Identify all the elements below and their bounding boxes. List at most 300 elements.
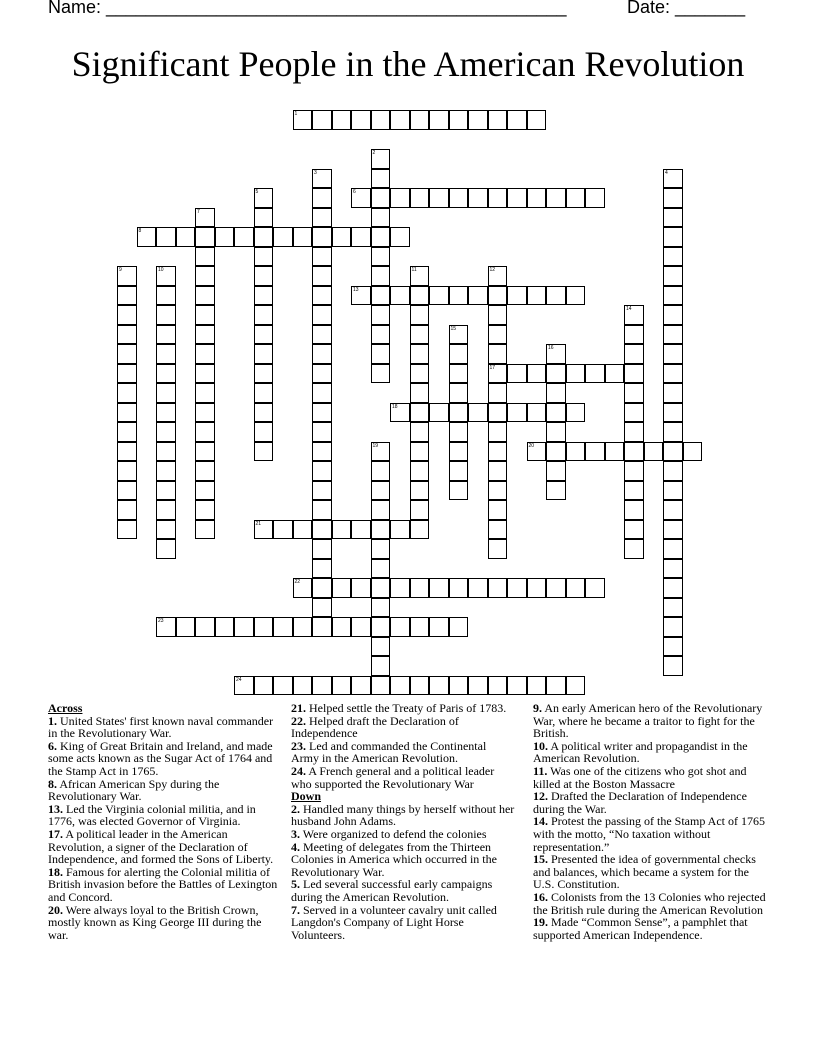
grid-cell[interactable] [117,481,137,501]
grid-cell[interactable] [663,403,683,423]
grid-cell[interactable] [254,325,274,345]
grid-cell[interactable] [566,286,586,306]
grid-cell[interactable] [156,383,176,403]
grid-cell[interactable] [156,403,176,423]
grid-cell[interactable] [117,500,137,520]
grid-cell[interactable] [351,676,371,696]
grid-cell[interactable] [371,598,391,618]
grid-cell[interactable] [663,383,683,403]
grid-cell[interactable] [176,617,196,637]
grid-cell[interactable] [293,676,313,696]
grid-cell[interactable] [371,578,391,598]
grid-cell[interactable] [117,403,137,423]
grid-cell[interactable] [566,403,586,423]
grid-cell[interactable] [488,188,508,208]
grid-cell[interactable] [488,305,508,325]
grid-cell[interactable] [546,383,566,403]
grid-cell[interactable] [371,188,391,208]
grid-cell[interactable] [117,461,137,481]
grid-cell[interactable] [371,520,391,540]
grid-cell[interactable] [468,110,488,130]
grid-cell[interactable] [449,578,469,598]
grid-cell[interactable] [312,578,332,598]
grid-cell[interactable] [254,442,274,462]
grid-cell[interactable] [527,188,547,208]
grid-cell[interactable] [546,286,566,306]
grid-cell[interactable] [215,617,235,637]
grid-cell[interactable] [429,403,449,423]
grid-cell[interactable] [371,461,391,481]
grid-cell[interactable] [156,617,176,637]
grid-cell[interactable] [371,149,391,169]
grid-cell[interactable] [390,227,410,247]
grid-cell[interactable] [156,305,176,325]
grid-cell[interactable] [332,617,352,637]
grid-cell[interactable] [449,110,469,130]
grid-cell[interactable] [293,578,313,598]
grid-cell[interactable] [156,461,176,481]
grid-cell[interactable] [371,110,391,130]
grid-cell[interactable] [410,403,430,423]
grid-cell[interactable] [507,676,527,696]
grid-cell[interactable] [624,481,644,501]
grid-cell[interactable] [156,266,176,286]
grid-cell[interactable] [293,110,313,130]
grid-cell[interactable] [254,344,274,364]
grid-cell[interactable] [156,422,176,442]
grid-cell[interactable] [663,188,683,208]
grid-cell[interactable] [371,169,391,189]
grid-cell[interactable] [663,500,683,520]
grid-cell[interactable] [254,520,274,540]
grid-cell[interactable] [507,188,527,208]
grid-cell[interactable] [624,461,644,481]
grid-cell[interactable] [273,520,293,540]
grid-cell[interactable] [488,442,508,462]
grid-cell[interactable] [449,383,469,403]
grid-cell[interactable] [410,520,430,540]
grid-cell[interactable] [624,422,644,442]
grid-cell[interactable] [624,344,644,364]
grid-cell[interactable] [624,520,644,540]
grid-cell[interactable] [546,364,566,384]
grid-cell[interactable] [312,676,332,696]
grid-cell[interactable] [605,364,625,384]
grid-cell[interactable] [468,676,488,696]
grid-cell[interactable] [410,364,430,384]
grid-cell[interactable] [527,403,547,423]
grid-cell[interactable] [312,403,332,423]
grid-cell[interactable] [488,539,508,559]
grid-cell[interactable] [254,403,274,423]
grid-cell[interactable] [254,422,274,442]
grid-cell[interactable] [663,656,683,676]
grid-cell[interactable] [195,286,215,306]
grid-cell[interactable] [312,422,332,442]
grid-cell[interactable] [234,676,254,696]
grid-cell[interactable] [312,344,332,364]
grid-cell[interactable] [312,442,332,462]
grid-cell[interactable] [663,598,683,618]
grid-cell[interactable] [527,676,547,696]
grid-cell[interactable] [410,617,430,637]
grid-cell[interactable] [117,344,137,364]
grid-cell[interactable] [312,617,332,637]
grid-cell[interactable] [429,676,449,696]
grid-cell[interactable] [332,110,352,130]
grid-cell[interactable] [312,481,332,501]
grid-cell[interactable] [117,286,137,306]
grid-cell[interactable] [195,227,215,247]
grid-cell[interactable] [624,442,644,462]
grid-cell[interactable] [624,500,644,520]
grid-cell[interactable] [254,305,274,325]
grid-cell[interactable] [488,325,508,345]
grid-cell[interactable] [156,442,176,462]
grid-cell[interactable] [468,403,488,423]
grid-cell[interactable] [449,676,469,696]
grid-cell[interactable] [488,461,508,481]
grid-cell[interactable] [449,422,469,442]
grid-cell[interactable] [410,286,430,306]
grid-cell[interactable] [371,559,391,579]
grid-cell[interactable] [371,247,391,267]
grid-cell[interactable] [254,188,274,208]
grid-cell[interactable] [488,422,508,442]
grid-cell[interactable] [429,617,449,637]
grid-cell[interactable] [312,598,332,618]
grid-cell[interactable] [312,110,332,130]
grid-cell[interactable] [234,617,254,637]
grid-cell[interactable] [488,383,508,403]
grid-cell[interactable] [449,344,469,364]
grid-cell[interactable] [390,403,410,423]
grid-cell[interactable] [156,286,176,306]
grid-cell[interactable] [254,266,274,286]
grid-cell[interactable] [390,617,410,637]
grid-cell[interactable] [117,266,137,286]
grid-cell[interactable] [644,442,664,462]
grid-cell[interactable] [546,578,566,598]
grid-cell[interactable] [371,500,391,520]
grid-cell[interactable] [312,500,332,520]
grid-cell[interactable] [488,344,508,364]
grid-cell[interactable] [527,442,547,462]
grid-cell[interactable] [312,461,332,481]
grid-cell[interactable] [351,110,371,130]
grid-cell[interactable] [663,266,683,286]
grid-cell[interactable] [449,188,469,208]
grid-cell[interactable] [371,539,391,559]
grid-cell[interactable] [117,305,137,325]
grid-cell[interactable] [351,227,371,247]
grid-cell[interactable] [156,539,176,559]
grid-cell[interactable] [156,520,176,540]
grid-cell[interactable] [273,676,293,696]
grid-cell[interactable] [195,500,215,520]
grid-cell[interactable] [663,617,683,637]
grid-cell[interactable] [312,169,332,189]
grid-cell[interactable] [410,676,430,696]
grid-cell[interactable] [254,676,274,696]
grid-cell[interactable] [488,520,508,540]
grid-cell[interactable] [312,383,332,403]
grid-cell[interactable] [293,617,313,637]
grid-cell[interactable] [663,364,683,384]
grid-cell[interactable] [312,539,332,559]
grid-cell[interactable] [254,208,274,228]
grid-cell[interactable] [351,286,371,306]
grid-cell[interactable] [410,344,430,364]
grid-cell[interactable] [254,364,274,384]
grid-cell[interactable] [624,364,644,384]
grid-cell[interactable] [195,266,215,286]
grid-cell[interactable] [254,227,274,247]
grid-cell[interactable] [117,383,137,403]
grid-cell[interactable] [488,578,508,598]
grid-cell[interactable] [663,344,683,364]
grid-cell[interactable] [585,364,605,384]
grid-cell[interactable] [546,422,566,442]
grid-cell[interactable] [195,461,215,481]
grid-cell[interactable] [566,442,586,462]
grid-cell[interactable] [195,247,215,267]
grid-cell[interactable] [371,364,391,384]
grid-cell[interactable] [332,676,352,696]
grid-cell[interactable] [195,422,215,442]
grid-cell[interactable] [507,110,527,130]
grid-cell[interactable] [585,578,605,598]
grid-cell[interactable] [312,208,332,228]
grid-cell[interactable] [410,266,430,286]
grid-cell[interactable] [546,481,566,501]
grid-cell[interactable] [566,578,586,598]
grid-cell[interactable] [390,520,410,540]
grid-cell[interactable] [293,520,313,540]
grid-cell[interactable] [624,383,644,403]
grid-cell[interactable] [410,422,430,442]
grid-cell[interactable] [195,617,215,637]
grid-cell[interactable] [527,110,547,130]
grid-cell[interactable] [371,208,391,228]
grid-cell[interactable] [488,110,508,130]
grid-cell[interactable] [371,637,391,657]
grid-cell[interactable] [449,364,469,384]
grid-cell[interactable] [117,325,137,345]
grid-cell[interactable] [410,442,430,462]
grid-cell[interactable] [312,325,332,345]
grid-cell[interactable] [488,500,508,520]
grid-cell[interactable] [312,266,332,286]
grid-cell[interactable] [195,305,215,325]
grid-cell[interactable] [449,442,469,462]
grid-cell[interactable] [663,539,683,559]
grid-cell[interactable] [254,383,274,403]
grid-cell[interactable] [390,286,410,306]
grid-cell[interactable] [371,266,391,286]
grid-cell[interactable] [312,305,332,325]
grid-cell[interactable] [156,325,176,345]
grid-cell[interactable] [507,578,527,598]
grid-cell[interactable] [663,559,683,579]
grid-cell[interactable] [332,520,352,540]
grid-cell[interactable] [663,637,683,657]
grid-cell[interactable] [663,442,683,462]
grid-cell[interactable] [371,442,391,462]
grid-cell[interactable] [234,227,254,247]
grid-cell[interactable] [371,286,391,306]
grid-cell[interactable] [663,461,683,481]
grid-cell[interactable] [663,286,683,306]
grid-cell[interactable] [195,344,215,364]
grid-cell[interactable] [410,461,430,481]
grid-cell[interactable] [195,208,215,228]
grid-cell[interactable] [468,578,488,598]
grid-cell[interactable] [410,305,430,325]
grid-cell[interactable] [195,520,215,540]
grid-cell[interactable] [312,188,332,208]
grid-cell[interactable] [410,481,430,501]
grid-cell[interactable] [371,617,391,637]
grid-cell[interactable] [546,461,566,481]
grid-cell[interactable] [312,364,332,384]
grid-cell[interactable] [312,227,332,247]
grid-cell[interactable] [351,617,371,637]
grid-cell[interactable] [527,364,547,384]
grid-cell[interactable] [429,110,449,130]
grid-cell[interactable] [663,227,683,247]
grid-cell[interactable] [624,305,644,325]
grid-cell[interactable] [254,617,274,637]
grid-cell[interactable] [351,188,371,208]
grid-cell[interactable] [137,227,157,247]
grid-cell[interactable] [449,325,469,345]
grid-cell[interactable] [449,403,469,423]
grid-cell[interactable] [293,227,313,247]
grid-cell[interactable] [663,325,683,345]
grid-cell[interactable] [585,188,605,208]
grid-cell[interactable] [176,227,196,247]
grid-cell[interactable] [663,520,683,540]
grid-cell[interactable] [449,481,469,501]
grid-cell[interactable] [449,617,469,637]
grid-cell[interactable] [332,227,352,247]
grid-cell[interactable] [371,656,391,676]
grid-cell[interactable] [195,325,215,345]
grid-cell[interactable] [156,344,176,364]
grid-cell[interactable] [117,442,137,462]
grid-cell[interactable] [468,188,488,208]
grid-cell[interactable] [663,208,683,228]
grid-cell[interactable] [273,227,293,247]
grid-cell[interactable] [156,500,176,520]
grid-cell[interactable] [449,286,469,306]
grid-cell[interactable] [410,500,430,520]
grid-cell[interactable] [390,188,410,208]
grid-cell[interactable] [546,188,566,208]
grid-cell[interactable] [312,247,332,267]
grid-cell[interactable] [468,286,488,306]
grid-cell[interactable] [546,442,566,462]
grid-cell[interactable] [507,403,527,423]
grid-cell[interactable] [663,481,683,501]
grid-cell[interactable] [117,520,137,540]
grid-cell[interactable] [371,325,391,345]
grid-cell[interactable] [215,227,235,247]
grid-cell[interactable] [663,578,683,598]
grid-cell[interactable] [156,481,176,501]
grid-cell[interactable] [663,305,683,325]
grid-cell[interactable] [312,520,332,540]
grid-cell[interactable] [117,422,137,442]
grid-cell[interactable] [663,422,683,442]
grid-cell[interactable] [585,442,605,462]
grid-cell[interactable] [312,559,332,579]
grid-cell[interactable] [566,676,586,696]
grid-cell[interactable] [546,403,566,423]
grid-cell[interactable] [527,286,547,306]
grid-cell[interactable] [546,676,566,696]
grid-cell[interactable] [488,481,508,501]
grid-cell[interactable] [195,383,215,403]
grid-cell[interactable] [195,442,215,462]
grid-cell[interactable] [488,676,508,696]
grid-cell[interactable] [488,364,508,384]
grid-cell[interactable] [488,403,508,423]
grid-cell[interactable] [410,383,430,403]
grid-cell[interactable] [410,188,430,208]
grid-cell[interactable] [390,110,410,130]
grid-cell[interactable] [410,578,430,598]
grid-cell[interactable] [351,578,371,598]
grid-cell[interactable] [254,286,274,306]
grid-cell[interactable] [351,520,371,540]
grid-cell[interactable] [410,110,430,130]
grid-cell[interactable] [429,188,449,208]
grid-cell[interactable] [254,247,274,267]
grid-cell[interactable] [449,461,469,481]
grid-cell[interactable] [390,578,410,598]
grid-cell[interactable] [156,364,176,384]
grid-cell[interactable] [410,325,430,345]
grid-cell[interactable] [507,286,527,306]
grid-cell[interactable] [624,403,644,423]
grid-cell[interactable] [566,188,586,208]
grid-cell[interactable] [683,442,703,462]
grid-cell[interactable] [390,676,410,696]
grid-cell[interactable] [371,227,391,247]
grid-cell[interactable] [546,344,566,364]
grid-cell[interactable] [156,227,176,247]
grid-cell[interactable] [488,266,508,286]
grid-cell[interactable] [624,325,644,345]
grid-cell[interactable] [117,364,137,384]
grid-cell[interactable] [566,364,586,384]
grid-cell[interactable] [312,286,332,306]
grid-cell[interactable] [195,364,215,384]
grid-cell[interactable] [371,344,391,364]
grid-cell[interactable] [624,539,644,559]
grid-cell[interactable] [663,247,683,267]
grid-cell[interactable] [332,578,352,598]
grid-cell[interactable] [488,286,508,306]
grid-cell[interactable] [429,286,449,306]
grid-cell[interactable] [429,578,449,598]
grid-cell[interactable] [371,305,391,325]
grid-cell[interactable] [195,481,215,501]
grid-cell[interactable] [195,403,215,423]
grid-cell[interactable] [527,578,547,598]
